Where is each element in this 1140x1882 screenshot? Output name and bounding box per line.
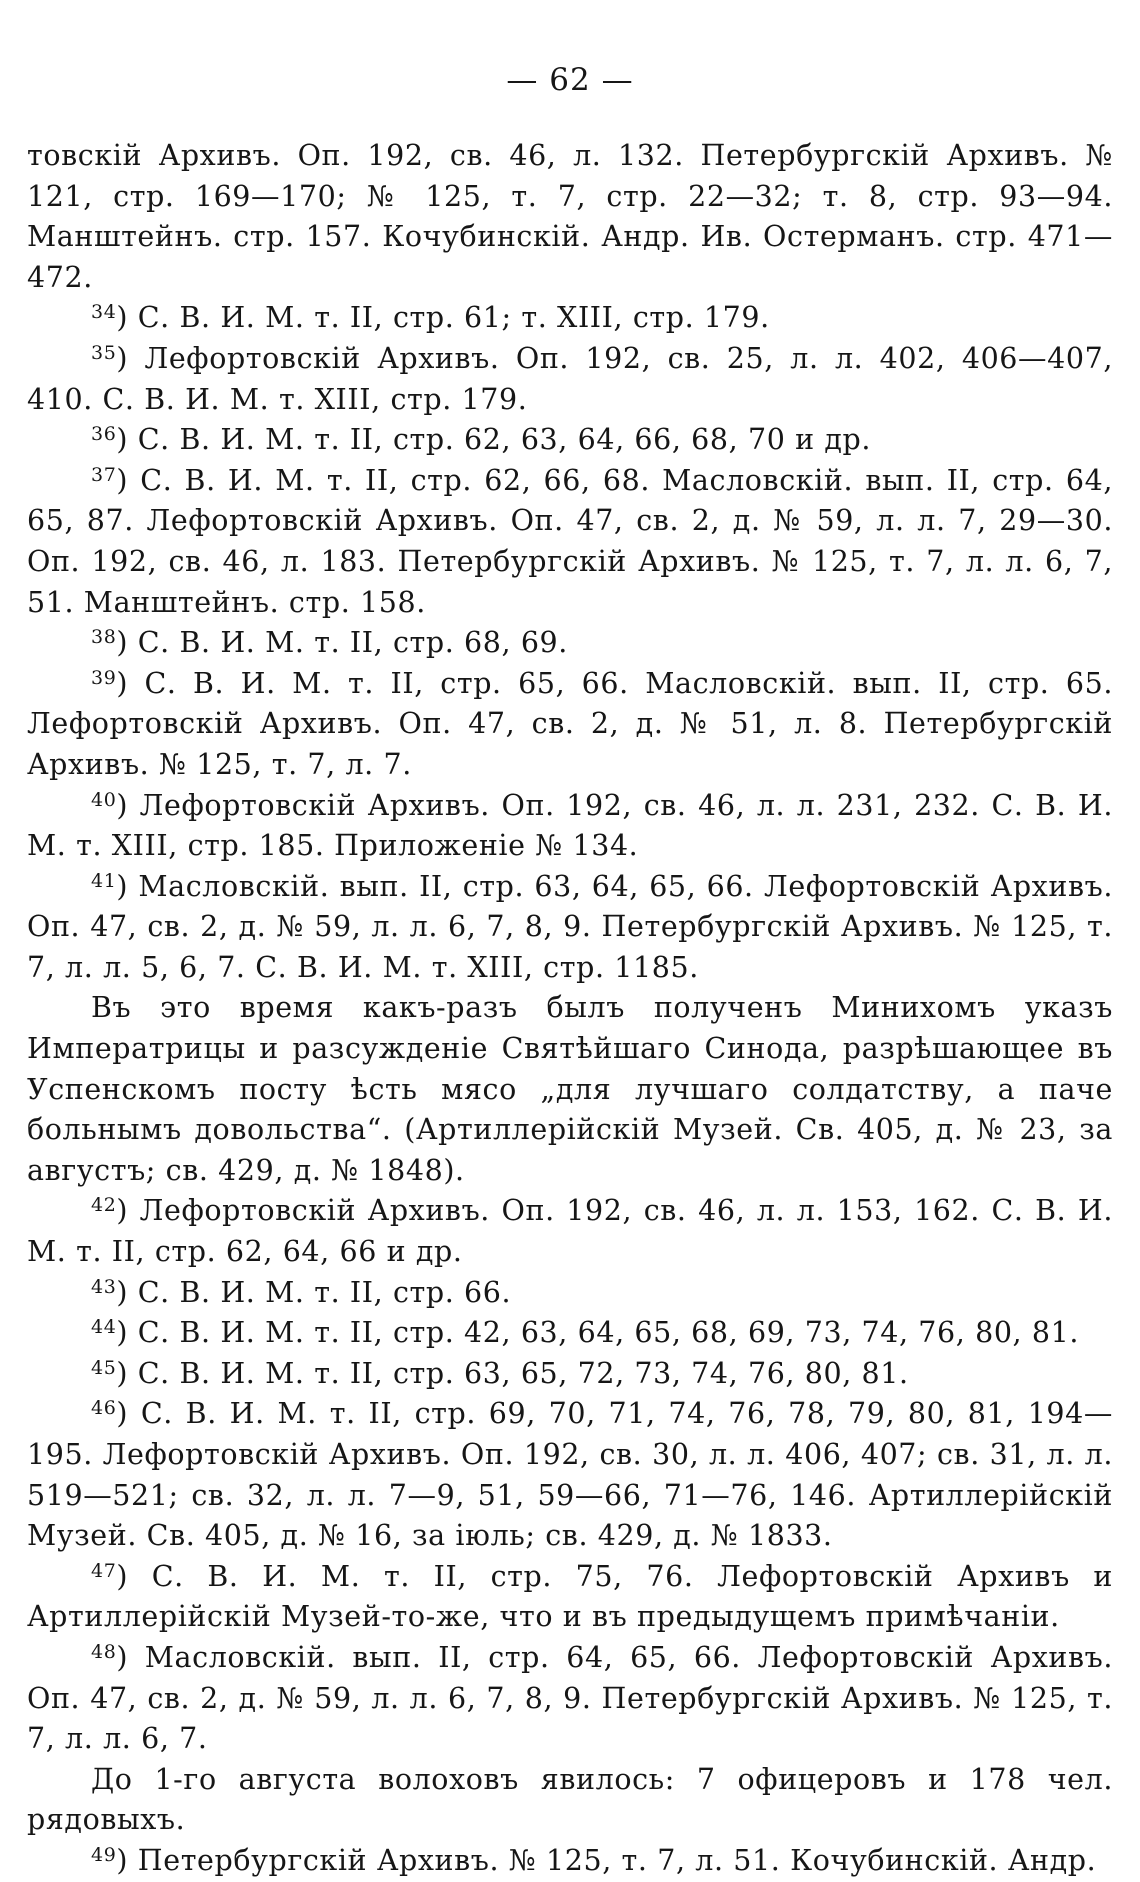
footnote-number: 48 bbox=[91, 1640, 117, 1663]
paragraph-text: ) С. В. И. М. т. II, стр. 66. bbox=[116, 1275, 512, 1309]
paragraph bbox=[27, 988, 1113, 1191]
paragraph-text: ) С. В. И. М. т. II, стр. 75, 76. Лефортовскій Архивъ и Артиллерійскій Музей-то-же, что и въ предыдущемъ примѣчаніи. bbox=[27, 1559, 1113, 1634]
footnote-number: 36 bbox=[91, 423, 117, 446]
paragraph bbox=[27, 136, 1113, 298]
paragraph-text: ) Лефортовскій Архивъ. Оп. 192, св. 46, л. л. 231, 232. С. В. И. М. т. XIII, стр. 185. Приложеніе № 134. bbox=[27, 788, 1113, 863]
footnote-number: 39 bbox=[91, 666, 117, 689]
footnote bbox=[27, 1557, 1113, 1638]
footnote bbox=[27, 1354, 1113, 1395]
paragraph-text: ) Масловскій. вып. II, стр. 64, 65, 66. Лефортовскій Архивъ. Оп. 47, св. 2, д. № 59, л. л. 6, 7, 8, 9. Петербургскій Архивъ. № 125, т. 7, л. л. 6, 7. bbox=[27, 1640, 1113, 1756]
paragraph-text: ) С. В. И. М. т. II, стр. 42, 63, 64, 65, 68, 69, 73, 74, 76, 80, 81. bbox=[116, 1316, 1080, 1350]
paragraph bbox=[27, 1760, 1113, 1841]
paragraph-text: ) Масловскій. вып. II, стр. 63, 64, 65, 66. Лефортовскій Архивъ. Оп. 47, св. 2, д. № 59, л. л. 6, 7, 8, 9. Петербургскій Архивъ. № 125, т. 7, л. л. 5, 6, 7. С. В. И. М. т. XIII, стр. 1185. bbox=[27, 869, 1113, 984]
footnote bbox=[27, 339, 1113, 420]
paragraph-text: ) С. В. И. М. т. II, стр. 65, 66. Масловскій. вып. II, стр. 65. Лефортовскій Архивъ. Оп. 47, св. 2, д. № 51, л. 8. Петербургскій Архивъ. № 125, т. 7, л. 7. bbox=[27, 666, 1113, 781]
footnote bbox=[27, 420, 1113, 461]
footnote-number: 34 bbox=[91, 301, 117, 324]
paragraph-text: ) Лефортовскій Архивъ. Оп. 192, св. 46, л. л. 153, 162. С. В. И. М. т. II, стр. 62, 64, 66 и др. bbox=[27, 1194, 1113, 1269]
paragraph-text: ) С. В. И. М. т. II, стр. 63, 65, 72, 73, 74, 76, 80, 81. bbox=[116, 1356, 909, 1390]
paragraph-text: ) С. В. И. М. т. II, стр. 61; т. XIII, стр. 179. bbox=[116, 301, 770, 335]
footnote bbox=[27, 664, 1113, 786]
footnote bbox=[27, 1638, 1113, 1760]
footnote-number: 45 bbox=[91, 1356, 117, 1379]
footnote bbox=[27, 867, 1113, 989]
footnote bbox=[27, 623, 1113, 664]
footnote bbox=[27, 786, 1113, 867]
paragraph-text: товскій Архивъ. Оп. 192, св. 46, л. 132. Петербургскій Архивъ. № 121, стр. 169—170; № 125, т. 7, стр. 22—32; т. 8, стр. 93—94. Манштейнъ. стр. 157. Кочубинскій. Андр. Ив. Остерманъ. стр. 471—472. bbox=[27, 139, 1113, 294]
footnote bbox=[27, 1841, 1113, 1882]
page-number: — 62 — bbox=[506, 62, 634, 98]
footnote-number: 47 bbox=[91, 1559, 117, 1582]
footnote bbox=[27, 1313, 1113, 1354]
paragraph-text: До 1-го августа волоховъ явилось: 7 офицеровъ и 178 чел. рядовыхъ. bbox=[27, 1762, 1113, 1837]
footnote-number: 42 bbox=[91, 1194, 117, 1217]
footnote bbox=[27, 298, 1113, 339]
footnote bbox=[27, 461, 1113, 623]
footnote-number: 35 bbox=[91, 341, 117, 364]
footnote-number: 49 bbox=[91, 1843, 117, 1866]
paragraph-text: Въ это время какъ-разъ былъ полученъ Минихомъ указъ Императрицы и разсужденіе Святѣйшаго Синода, разрѣшающее въ Успенскомъ посту ѣсть мясо „для лучшаго солдатству, а паче больнымъ довольства“. (Артиллерійскій Музей. Св. 405, д. № 23, за августъ; св. 429, д. № 1848). bbox=[27, 991, 1113, 1187]
footnote bbox=[27, 1191, 1113, 1272]
paragraph-text: ) С. В. И. М. т. II, стр. 62, 63, 64, 66, 68, 70 и др. bbox=[116, 423, 871, 457]
paragraph-text: ) С. В. И. М. т. II, стр. 69, 70, 71, 74, 76, 78, 79, 80, 81, 194—195. Лефортовскій Архивъ. Оп. 192, св. 30, л. л. 406, 407; св. 31, л. л. 519—521; св. 32, л. л. 7—9, 51, 59—66, 71—76, 146. Артиллерійскій Музей. Св. 405, д. № 16, за іюль; св. 429, д. № 1833. bbox=[27, 1397, 1113, 1553]
footnote-number: 44 bbox=[91, 1316, 117, 1339]
footnote bbox=[27, 1273, 1113, 1314]
footnote-number: 38 bbox=[91, 626, 117, 649]
footnote-number: 41 bbox=[91, 869, 117, 892]
footnote-number: 40 bbox=[91, 788, 117, 811]
footnote-number: 46 bbox=[91, 1397, 117, 1420]
paragraph-text: ) С. В. И. М. т. II, стр. 62, 66, 68. Масловскій. вып. II, стр. 64, 65, 87. Лефортовскій Архивъ. Оп. 47, св. 2, д. № 59, л. л. 7, 29—30. Оп. 192, св. 46, л. 183. Петербургскій Архивъ. № 125, т. 7, л. л. 6, 7, 51. Манштейнъ. стр. 158. bbox=[27, 463, 1113, 619]
paragraph-text: ) Лефортовскій Архивъ. Оп. 192, св. 25, л. л. 402, 406—407, 410. С. В. И. М. т. XIII, стр. 179. bbox=[27, 341, 1113, 416]
footnotes-text bbox=[27, 136, 1113, 1882]
footnote-number: 37 bbox=[91, 463, 117, 486]
footnote-number: 43 bbox=[91, 1275, 117, 1298]
paragraph-text: ) Петербургскій Архивъ. № 125, т. 7, л. 51. Кочубинскій. Андр. bbox=[116, 1843, 1097, 1877]
footnote bbox=[27, 1394, 1113, 1556]
paragraph-text: ) С. В. И. М. т. II, стр. 68, 69. bbox=[116, 626, 568, 660]
